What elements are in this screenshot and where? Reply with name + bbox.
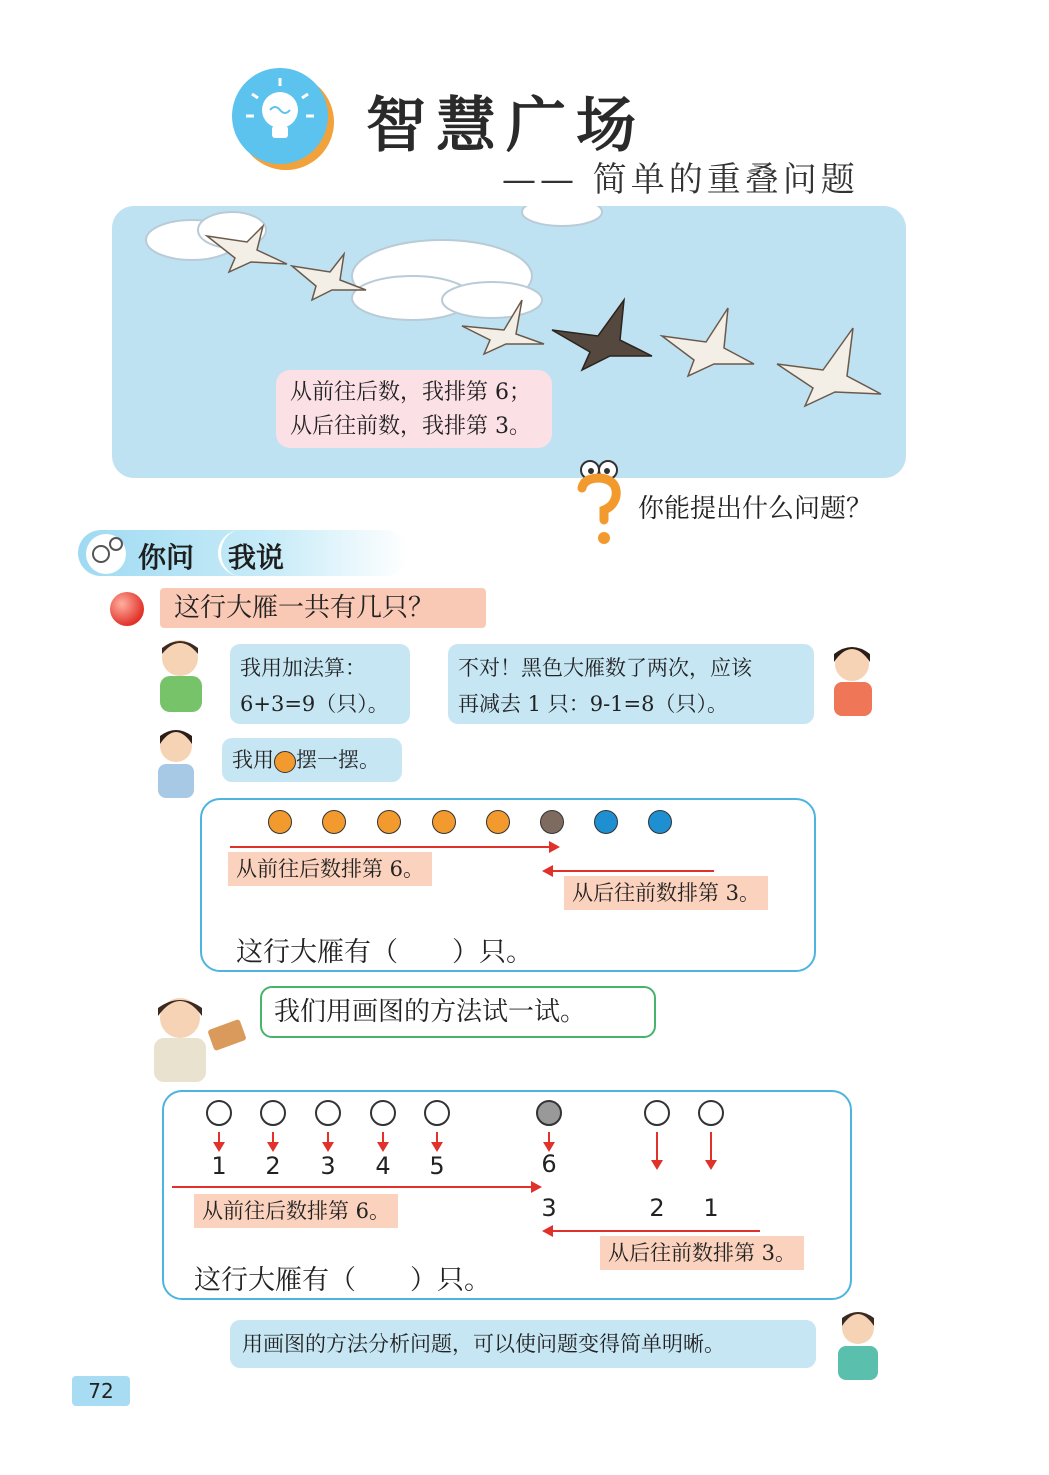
front-count-arrow: [230, 846, 550, 848]
down-arrow: [327, 1132, 329, 1144]
counter-dot: [540, 810, 564, 834]
goose-quote-line1: 从前往后数，我排第 6；: [290, 380, 531, 405]
goose-circle: [206, 1100, 232, 1126]
goose-speech-bubble: [276, 370, 552, 448]
front-count-arrow-2: [172, 1186, 532, 1188]
girl-right-speech-line1: 不对！黑色大雁数了两次，应该: [458, 656, 752, 680]
black-goose-circle: [536, 1100, 562, 1126]
counter-dot: [268, 810, 292, 834]
lightbulb-badge: [232, 68, 328, 164]
front-number: 1: [211, 1152, 227, 1180]
counter-dot: [377, 810, 401, 834]
counter-dot: [594, 810, 618, 834]
goose-circle: [698, 1100, 724, 1126]
back-count-arrow: [552, 870, 714, 872]
counter-dot: [322, 810, 346, 834]
back-number: 1: [703, 1194, 719, 1222]
boy-avatar: [148, 636, 218, 714]
back-number: 2: [649, 1194, 665, 1222]
main-question: 这行大雁一共有几只？: [160, 588, 486, 628]
girl-left-speech-bubble: [222, 738, 402, 782]
page-subtitle: —— 简单的重叠问题: [502, 160, 859, 200]
teacher-avatar: [140, 990, 250, 1082]
answer-blank-1[interactable]: 这行大雁有（ ）只。: [236, 937, 533, 968]
down-arrow: [382, 1132, 384, 1144]
front-number: 5: [429, 1152, 445, 1180]
front-count-label: 从前往后数排第 6。: [228, 852, 432, 886]
back-count-label: 从后往前数排第 3。: [564, 876, 768, 910]
front-number: 6: [541, 1150, 557, 1178]
boy-speech-bubble: [230, 644, 410, 724]
girl-right-avatar: [820, 640, 886, 718]
front-number: 2: [265, 1152, 281, 1180]
question-mark-character-icon: [574, 458, 624, 548]
girl-left-avatar: [148, 724, 204, 800]
girl-left-speech-text-before: 我用: [232, 748, 274, 772]
orange-counter-icon: [274, 751, 296, 773]
girl-left-speech-text-after: 摆一摆。: [296, 748, 380, 772]
page-title: 智慧广场: [366, 91, 646, 161]
boy-speech-line2: 6+3=9（只）。: [240, 692, 389, 716]
section-label-ask: 你问: [138, 541, 195, 574]
goose-circle: [424, 1100, 450, 1126]
down-arrow: [436, 1132, 438, 1144]
girl-right-speech-bubble: [448, 644, 814, 724]
summary-tip-bubble: 用画图的方法分析问题，可以使问题变得简单明晰。: [230, 1320, 816, 1368]
section-label-say: 我说: [228, 541, 285, 574]
front-count-label-2: 从前往后数排第 6。: [194, 1194, 398, 1228]
goose-circle: [644, 1100, 670, 1126]
back-count-arrow-2: [552, 1230, 760, 1232]
lightbulb-icon: [232, 68, 328, 164]
down-arrow: [218, 1132, 220, 1144]
goose-quote-line2: 从后往前数，我排第 3。: [290, 414, 531, 439]
boy-thinking-avatar: [828, 1306, 888, 1380]
red-ball-icon: [110, 592, 144, 626]
goose-circle: [315, 1100, 341, 1126]
down-arrow: [710, 1132, 712, 1162]
down-arrow: [656, 1132, 658, 1162]
goose-circle: [260, 1100, 286, 1126]
counter-dot: [432, 810, 456, 834]
counter-dot: [486, 810, 510, 834]
goose-circle: [370, 1100, 396, 1126]
page-number: 72: [72, 1376, 130, 1406]
down-arrow: [272, 1132, 274, 1144]
down-arrow: [548, 1132, 550, 1144]
prompt-question: 你能提出什么问题？: [638, 494, 873, 524]
counter-dot: [648, 810, 672, 834]
boy-speech-line1: 我用加法算：: [240, 656, 366, 680]
front-number: 4: [375, 1152, 391, 1180]
girl-right-speech-line2: 再减去 1 只：9-1=8（只）。: [458, 692, 728, 716]
back-number: 3: [541, 1194, 557, 1222]
front-number: 3: [320, 1152, 336, 1180]
chat-people-icon: [86, 534, 126, 574]
answer-blank-2[interactable]: 这行大雁有（ ）只。: [194, 1265, 491, 1296]
back-count-label-2: 从后往前数排第 3。: [600, 1236, 804, 1270]
teacher-speech-bubble: 我们用画图的方法试一试。: [260, 986, 656, 1038]
